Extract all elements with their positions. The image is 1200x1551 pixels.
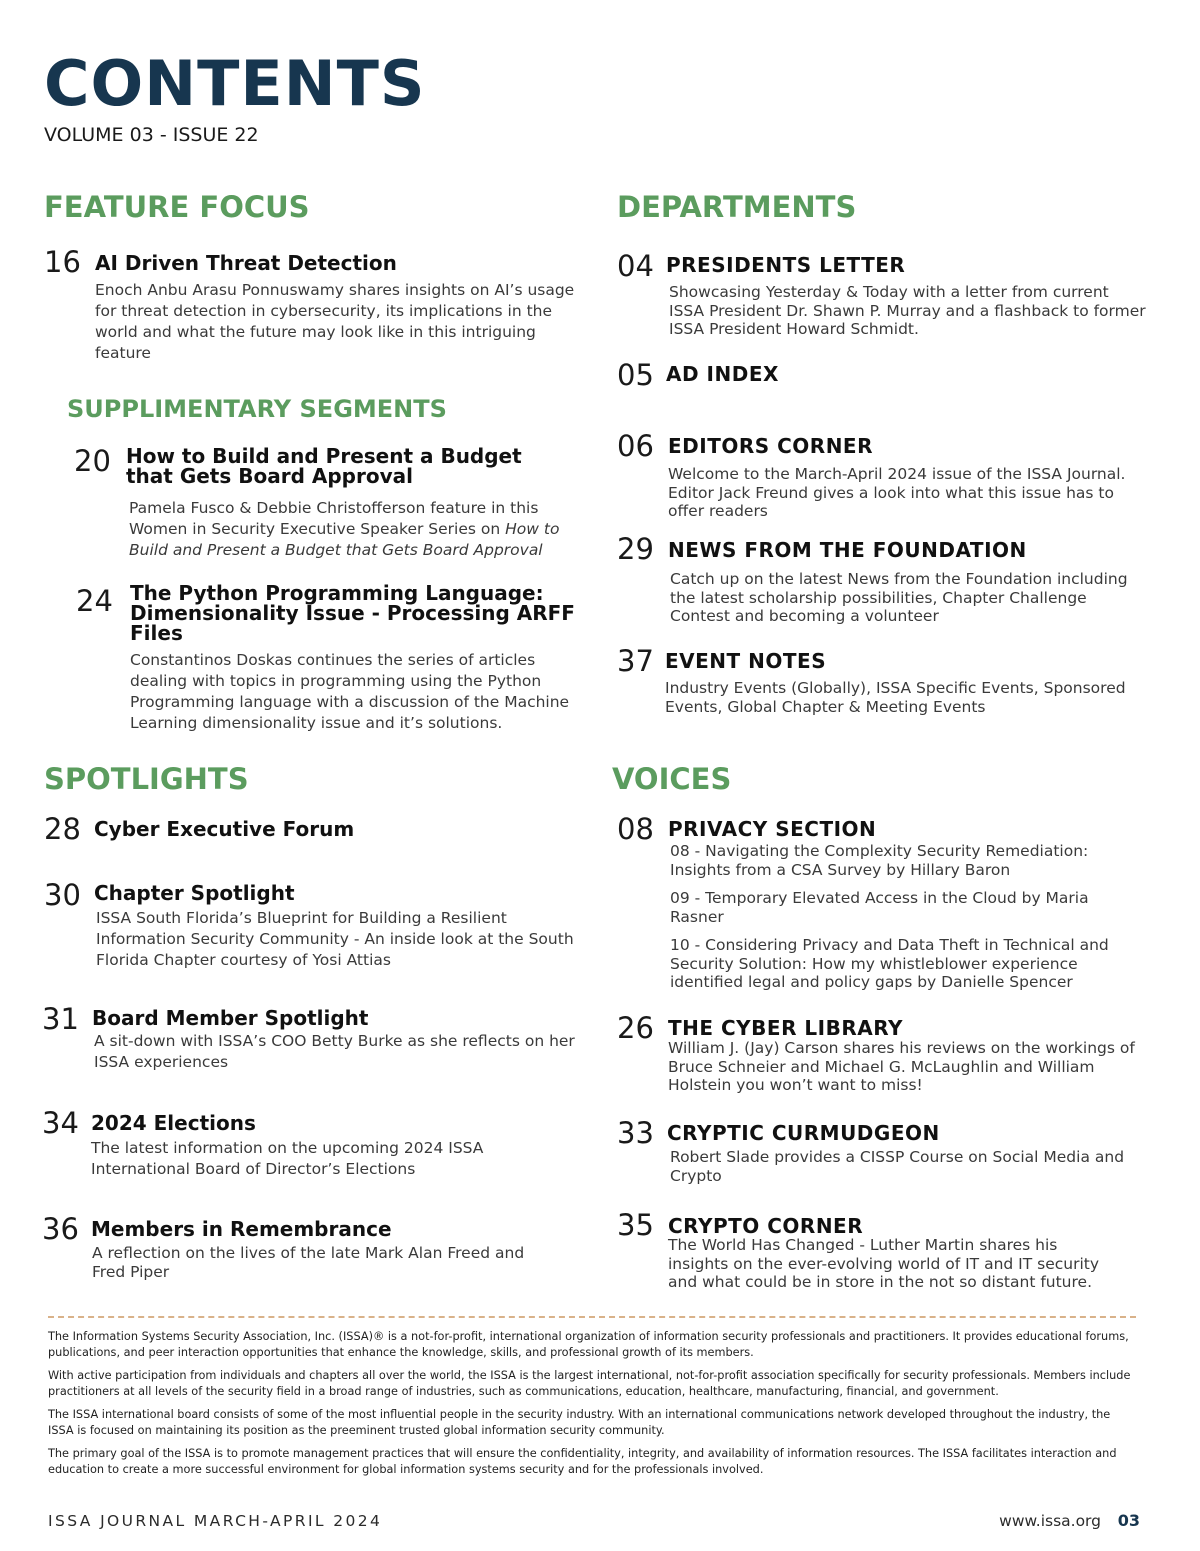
- voices-heading: VOICES: [612, 762, 732, 796]
- entry-title: AI Driven Threat Detection: [95, 251, 397, 275]
- entry-title: How to Build and Present a Budget that Gets Board Approval: [126, 444, 522, 488]
- page-number: 29: [617, 532, 654, 566]
- page-number-footer: 03: [1117, 1511, 1140, 1530]
- toc-entry[interactable]: [76, 583, 576, 734]
- page-title: CONTENTS: [44, 47, 426, 120]
- supplementary-heading: SUPPLIMENTARY SEGMENTS: [67, 395, 447, 423]
- entry-description: A sit-down with ISSA’s COO Betty Burke as she reflects on her ISSA experiences: [94, 1032, 575, 1071]
- entry-description: The World Has Changed - Luther Martin shares his insights on the ever-evolving world of IT and IT security and what could be in store in the not so distant future.: [668, 1236, 1100, 1291]
- about-paragraph: The Information Systems Security Association, Inc. (ISSA)® is a not-for-profit, international organization of information security professionals and practitioners. It provides educational forums, publications, and peer interaction opportunities that enhance the knowledge, skills, and professional growth of its members.: [48, 1330, 1129, 1359]
- entry-description: The latest information on the upcoming 2024 ISSA International Board of Director’s Elections: [91, 1139, 484, 1178]
- toc-entry[interactable]: [74, 446, 574, 561]
- toc-entry[interactable]: [617, 814, 1147, 992]
- page-number: 26: [617, 1011, 654, 1045]
- entry-title: Members in Remembrance: [91, 1217, 392, 1241]
- page-number: 08: [617, 812, 654, 846]
- entry-description: Welcome to the March-April 2024 issue of the ISSA Journal. Editor Jack Freund gives a look into what this issue has to offer readers: [668, 465, 1126, 520]
- page-number: 34: [42, 1106, 79, 1140]
- toc-entry[interactable]: [617, 358, 1147, 392]
- toc-entry[interactable]: [617, 251, 1147, 339]
- toc-entry[interactable]: [617, 431, 1147, 521]
- entry-title: CRYPTIC CURMUDGEON: [667, 1121, 940, 1145]
- entry-title: PRESIDENTS LETTER: [666, 253, 906, 277]
- page-number: 36: [42, 1212, 79, 1246]
- toc-entry[interactable]: [44, 812, 584, 846]
- entry-description: Showcasing Yesterday & Today with a letter from current ISSA President Dr. Shawn P. Murray and a flashback to former ISSA President Howard Schmidt.: [669, 283, 1146, 338]
- page-number: 35: [617, 1208, 654, 1242]
- section-divider: [48, 1316, 1136, 1318]
- entry-description: Catch up on the latest News from the Foundation including the latest scholarship possibilities, Chapter Challenge Contest and becoming a volunteer: [670, 570, 1128, 625]
- page-number: 04: [617, 249, 654, 283]
- entry-title: Cyber Executive Forum: [94, 817, 355, 841]
- about-paragraph: The primary goal of the ISSA is to promote management practices that will ensure the confidentiality, integrity, and availability of information resources. The ISSA facilitates interaction and education to create a more successful environment for global information systems security and for the professionals involved.: [48, 1447, 1117, 1476]
- page-number: 33: [617, 1116, 654, 1150]
- toc-entry[interactable]: [42, 1214, 582, 1281]
- entry-description: Robert Slade provides a CISSP Course on Social Media and Crypto: [670, 1148, 1125, 1185]
- departments-heading: DEPARTMENTS: [617, 190, 857, 224]
- toc-entry[interactable]: [44, 880, 584, 971]
- entry-title: The Python Programming Language: Dimensionality Issue - Processing ARFF Files: [130, 581, 575, 645]
- entry-title: THE CYBER LIBRARY: [668, 1016, 904, 1040]
- entry-title: Chapter Spotlight: [94, 881, 295, 905]
- entry-description-italic: How to Build and Present a Budget that Gets Board Approval: [129, 520, 560, 559]
- entry-title: PRIVACY SECTION: [668, 817, 877, 841]
- entry-description: Enoch Anbu Arasu Ponnuswamy shares insights on AI’s usage for threat detection in cybersecurity, its implications in the world and what the future may look like in this intriguing feature: [95, 281, 575, 362]
- page-number: 28: [44, 812, 81, 846]
- entry-title: AD INDEX: [666, 362, 779, 386]
- journal-issue-footer: ISSA JOURNAL MARCH-APRIL 2024: [48, 1512, 383, 1530]
- entry-description: William J. (Jay) Carson shares his reviews on the workings of Bruce Schneier and Michael G. McLaughlin and William Holstein you won’t want to miss!: [668, 1039, 1135, 1094]
- entry-title: EDITORS CORNER: [668, 434, 873, 458]
- entry-title: NEWS FROM THE FOUNDATION: [668, 538, 1027, 562]
- feature-focus-heading: FEATURE FOCUS: [44, 190, 310, 224]
- volume-issue: VOLUME 03 - ISSUE 22: [44, 124, 259, 146]
- entry-description: Industry Events (Globally), ISSA Specific Events, Sponsored Events, Global Chapter & Meeting Events: [665, 679, 1126, 716]
- toc-entry[interactable]: [44, 247, 589, 364]
- page-number: 30: [44, 878, 81, 912]
- page-number: 31: [42, 1002, 79, 1036]
- about-paragraph: With active participation from individuals and chapters all over the world, the ISSA is the largest international, not-for-profit association specifically for security professionals. Members include practitioners at all levels of the security field in a broad range of industries, such as communications, education, healthcare, manufacturing, financial, and government.: [48, 1369, 1131, 1398]
- privacy-sub-item[interactable]: 08 - Navigating the Complexity Security Remediation: Insights from a CSA Survey by Hillary Baron: [670, 842, 1089, 879]
- toc-entry[interactable]: [617, 1118, 1147, 1185]
- website-link[interactable]: www.issa.org: [999, 1512, 1101, 1530]
- entry-description: Constantinos Doskas continues the series of articles dealing with topics in programming using the Python Programming language with a discussion of the Machine Learning dimensionality issue and it’s solutions.: [130, 651, 570, 732]
- toc-entry[interactable]: [42, 1108, 582, 1180]
- page-number: 20: [74, 444, 111, 478]
- page-number: 06: [617, 429, 654, 463]
- toc-entry[interactable]: [42, 1004, 582, 1073]
- about-issa: [48, 1329, 1138, 1485]
- privacy-sub-item[interactable]: 09 - Temporary Elevated Access in the Cloud by Maria Rasner: [670, 889, 1089, 926]
- about-paragraph: The ISSA international board consists of some of the most influential people in the security industry. With an international communications network developed throughout the industry, the ISSA is focused on maintaining its position as the preeminent trusted global information security community.: [48, 1408, 1111, 1437]
- page-number: 24: [76, 584, 113, 618]
- entry-title: EVENT NOTES: [665, 649, 827, 673]
- entry-title: Board Member Spotlight: [92, 1006, 369, 1030]
- page-number: 05: [617, 358, 654, 392]
- spotlights-heading: SPOTLIGHTS: [44, 762, 249, 796]
- entry-description: Pamela Fusco & Debbie Christofferson feature in this Women in Security Executive Speaker Series on How to Build and Present a Budget that Gets Board Approval: [129, 499, 560, 559]
- entry-description: A reflection on the lives of the late Mark Alan Freed and Fred Piper: [92, 1244, 525, 1281]
- toc-entry[interactable]: [617, 1013, 1147, 1095]
- toc-entry[interactable]: [617, 1210, 1147, 1292]
- entry-description: ISSA South Florida’s Blueprint for Building a Resilient Information Security Community - An inside look at the South Florida Chapter courtesy of Yosi Attias: [96, 909, 574, 969]
- toc-entry[interactable]: [617, 534, 1147, 626]
- toc-entry[interactable]: [617, 646, 1147, 716]
- page-number: 16: [44, 245, 81, 279]
- entry-title: CRYPTO CORNER: [668, 1214, 864, 1238]
- entry-title: 2024 Elections: [91, 1111, 256, 1135]
- privacy-sub-item[interactable]: 10 - Considering Privacy and Data Theft in Technical and Security Solution: How my whistleblower experience identified legal and policy gaps by Danielle Spencer: [670, 936, 1109, 991]
- page-number: 37: [617, 644, 654, 678]
